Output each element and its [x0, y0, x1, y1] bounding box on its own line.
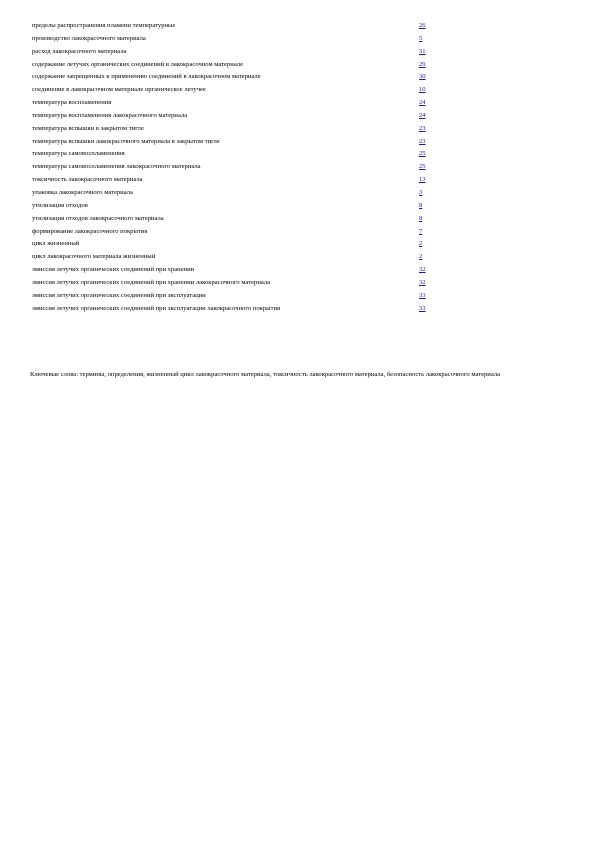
- index-entry: [32, 46, 442, 59]
- index-entry: [32, 251, 442, 264]
- index-page-link[interactable]: 24: [419, 111, 426, 119]
- index-page-link[interactable]: 24: [419, 99, 426, 107]
- index-entry: [32, 161, 442, 174]
- index-term: расход лакокрасочного материала: [32, 47, 127, 55]
- index-page-link[interactable]: 2: [419, 240, 423, 248]
- index-page-link[interactable]: 10: [419, 86, 426, 94]
- index-page-link[interactable]: 30: [419, 73, 426, 81]
- index-entry: [32, 264, 442, 277]
- index-entry: [32, 213, 442, 226]
- index-term: соединение в лакокрасочном материале органическое летучее: [32, 86, 206, 94]
- index-entry: [32, 59, 442, 72]
- index-entry: [32, 226, 442, 239]
- index-term: температура вспышки лакокрасочного материала в закрытом тигле: [32, 137, 220, 145]
- keywords-paragraph: Ключевые слова: термины, определения, жизненный цикл лакокрасочного материала, токсичность лакокрасочного материала, безопасность лакокрасочного материала: [30, 371, 501, 378]
- index-entry: [32, 136, 442, 149]
- index-entry: [32, 174, 442, 187]
- index-entry: [32, 20, 442, 33]
- index-term: формирование лакокрасочного покрытия: [32, 227, 148, 235]
- index-page-link[interactable]: 29: [419, 60, 426, 68]
- index-term: эмиссия летучих органических соединений при эксплуатации: [32, 291, 206, 299]
- index-page-link[interactable]: 7: [419, 227, 423, 235]
- index-entry: [32, 84, 442, 97]
- index-entry: [32, 187, 442, 200]
- index-term: содержание летучих органических соединений в лакокрасочном материале: [32, 60, 244, 68]
- index-page-link[interactable]: 32: [419, 278, 426, 286]
- index-page-link[interactable]: 2: [419, 253, 423, 261]
- index-page-link[interactable]: 25: [419, 163, 426, 171]
- index-term: температура воспламенения лакокрасочного материала: [32, 111, 188, 119]
- index-entry: [32, 200, 442, 213]
- index-term: цикл жизненный: [32, 240, 80, 248]
- alphabetical-index: [32, 20, 442, 315]
- index-entry: [32, 110, 442, 123]
- index-entry: [32, 238, 442, 251]
- index-entry: [32, 148, 442, 161]
- index-term: утилизация отходов лакокрасочного материала: [32, 214, 164, 222]
- index-term: содержание запрещенных к применению соединений в лакокрасочном материале: [32, 73, 261, 81]
- index-term: температура самовоспламенения лакокрасочного материала: [32, 163, 201, 171]
- index-term: производство лакокрасочного материала: [32, 34, 146, 42]
- index-entry: [32, 277, 442, 290]
- index-page-link[interactable]: 23: [419, 137, 426, 145]
- index-entry: [32, 97, 442, 110]
- index-term: температура воспламенения: [32, 99, 112, 107]
- index-term: токсичность лакокрасочного материала: [32, 176, 143, 184]
- index-page-link[interactable]: 13: [419, 176, 426, 184]
- index-term: температура самовоспламенения: [32, 150, 125, 158]
- index-term: эмиссия летучих органических соединений при хранении лакокрасочного материала: [32, 278, 271, 286]
- index-entry: [32, 71, 442, 84]
- index-page-link[interactable]: 26: [419, 22, 426, 29]
- index-term: эмиссия летучих органических соединений при эксплуатации лакокрасочного покрытия: [32, 304, 281, 312]
- index-page-link[interactable]: 8: [419, 201, 423, 209]
- index-entry: [32, 33, 442, 46]
- index-page-link[interactable]: 32: [419, 266, 426, 274]
- index-page-link[interactable]: 8: [419, 214, 423, 222]
- index-page-link[interactable]: 23: [419, 124, 426, 132]
- index-page-link[interactable]: 3: [419, 188, 423, 196]
- index-entry: [32, 303, 442, 316]
- index-page-link[interactable]: 31: [419, 47, 426, 55]
- index-term: температура вспышки в закрытом тигле: [32, 124, 144, 132]
- index-term: эмиссия летучих органических соединений при хранении: [32, 266, 195, 274]
- index-term: цикл лакокрасочного материала жизненный: [32, 253, 156, 261]
- index-page-link[interactable]: 33: [419, 291, 426, 299]
- index-page-link[interactable]: 33: [419, 304, 426, 312]
- index-term: упаковка лакокрасочного материала: [32, 188, 133, 196]
- index-term: пределы распространения пламени температурные: [32, 22, 176, 29]
- index-entry: [32, 123, 442, 136]
- index-page-link[interactable]: 5: [419, 34, 423, 42]
- index-term: утилизация отходов: [32, 201, 88, 209]
- index-page-link[interactable]: 25: [419, 150, 426, 158]
- index-entry: [32, 290, 442, 303]
